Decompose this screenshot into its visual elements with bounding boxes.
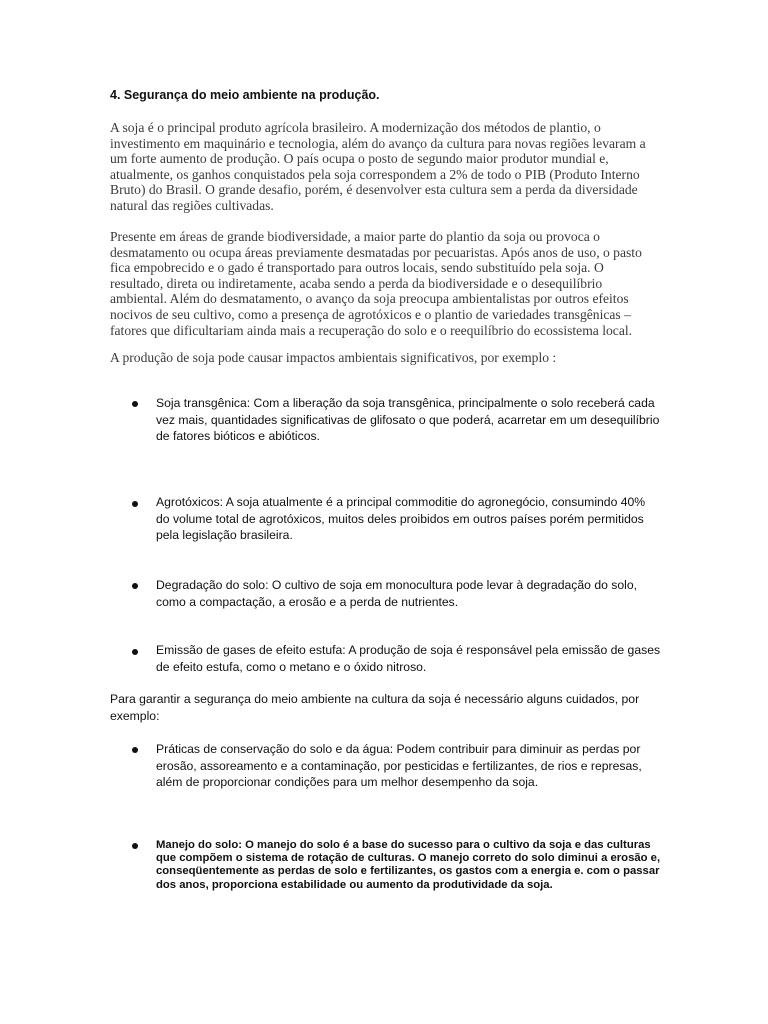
bullet-dot-icon bbox=[132, 843, 138, 849]
impact-item-greenhouse-gases: Emissão de gases de efeito estufa: A produção de soja é responsável pela emissão de gases de efeito estufa, como o metano e o óxido nitroso. bbox=[156, 643, 661, 674]
bullet-dot-icon bbox=[132, 747, 138, 753]
bullet-dot-icon bbox=[132, 501, 138, 507]
bullet-dot-icon bbox=[132, 401, 138, 407]
bullet-dot-icon bbox=[132, 649, 138, 655]
impact-item-pesticides: Agrotóxicos: A soja atualmente é a principal commoditie do agronegócio, consumindo 40% do volume total de agrotóxicos, muitos deles proibidos em outros países porém permitidos pela legislação brasileira. bbox=[156, 495, 646, 543]
impacts-intro-paragraph: A produção de soja pode causar impactos ambientais significativos, por exemplo : bbox=[110, 350, 557, 365]
impact-item-transgenic: Soja transgênica: Com a liberação da soja transgênica, principalmente o solo receberá cada vez mais, quantidades significativas de glifosato o que poderá, acarretar em um desequilíbrio de fatores bióticos e abióticos. bbox=[156, 396, 660, 444]
practice-item-soil-management: Manejo do solo: O manejo do solo é a base do sucesso para o cultivo da soja e das culturas que compõem o sistema de rotação de culturas. O manejo correto do solo diminui a erosão e, conseqüentemente as perdas de solo e fertilizantes, os gastos com a energia e. com o passar dos anos, proporciona estabilidade ou aumento da produtividade da soja. bbox=[156, 839, 661, 891]
section-heading: 4. Segurança do meio ambiente na produção. bbox=[110, 88, 380, 102]
intro-paragraph: A soja é o principal produto agrícola brasileiro. A modernização dos métodos de plantio, o investimento em maquinário e tecnologia, além do avanço da cultura para novas regiões levaram a um forte aumento de produção. O país ocupa o posto de segundo maior produtor mundial e, atualmente, os ganhos conquistados pela soja correspondem a 2% de todo o PIB (Produto Interno Bruto) do Brasil. O grande desafio, porém, é desenvolver esta cultura sem a perda da diversidade natural das regiões cultivadas. bbox=[110, 120, 646, 213]
safety-intro-paragraph: Para garantir a segurança do meio ambiente na cultura da soja é necessário alguns cuidados, por exemplo: bbox=[110, 692, 640, 723]
impact-item-soil-degradation: Degradação do solo: O cultivo de soja em monocultura pode levar à degradação do solo, como a compactação, a erosão e a perda de nutrientes. bbox=[156, 578, 638, 609]
bullet-dot-icon bbox=[132, 583, 138, 589]
biodiversity-paragraph: Presente em áreas de grande biodiversidade, a maior parte do plantio da soja ou provoca o desmatamento ou ocupa áreas previamente desmatadas por pecuaristas. Após anos de uso, o pasto fica empobrecido e o gado é transportado para outros locais, sendo substituído pela soja. O resultado, direta ou indiretamente, acaba sendo a perda da biodiversidade e o desequilíbrio ambiental. Além do desmatamento, o avanço da soja preocupa ambientalistas por outros efeitos nocivos de seu cultivo, como a presença de agrotóxicos e o plantio de variedades transgênicas – fatores que dificultariam ainda mais a recuperação do solo e o reequilíbrio do ecossistema local. bbox=[110, 229, 642, 338]
practice-item-conservation: Práticas de conservação do solo e da água: Podem contribuir para diminuir as perdas por erosão, assoreamento e a contaminação, por pesticidas e fertilizantes, de rios e represas, além de proporcionar condições para um melhor desempenho da soja. bbox=[156, 742, 642, 790]
